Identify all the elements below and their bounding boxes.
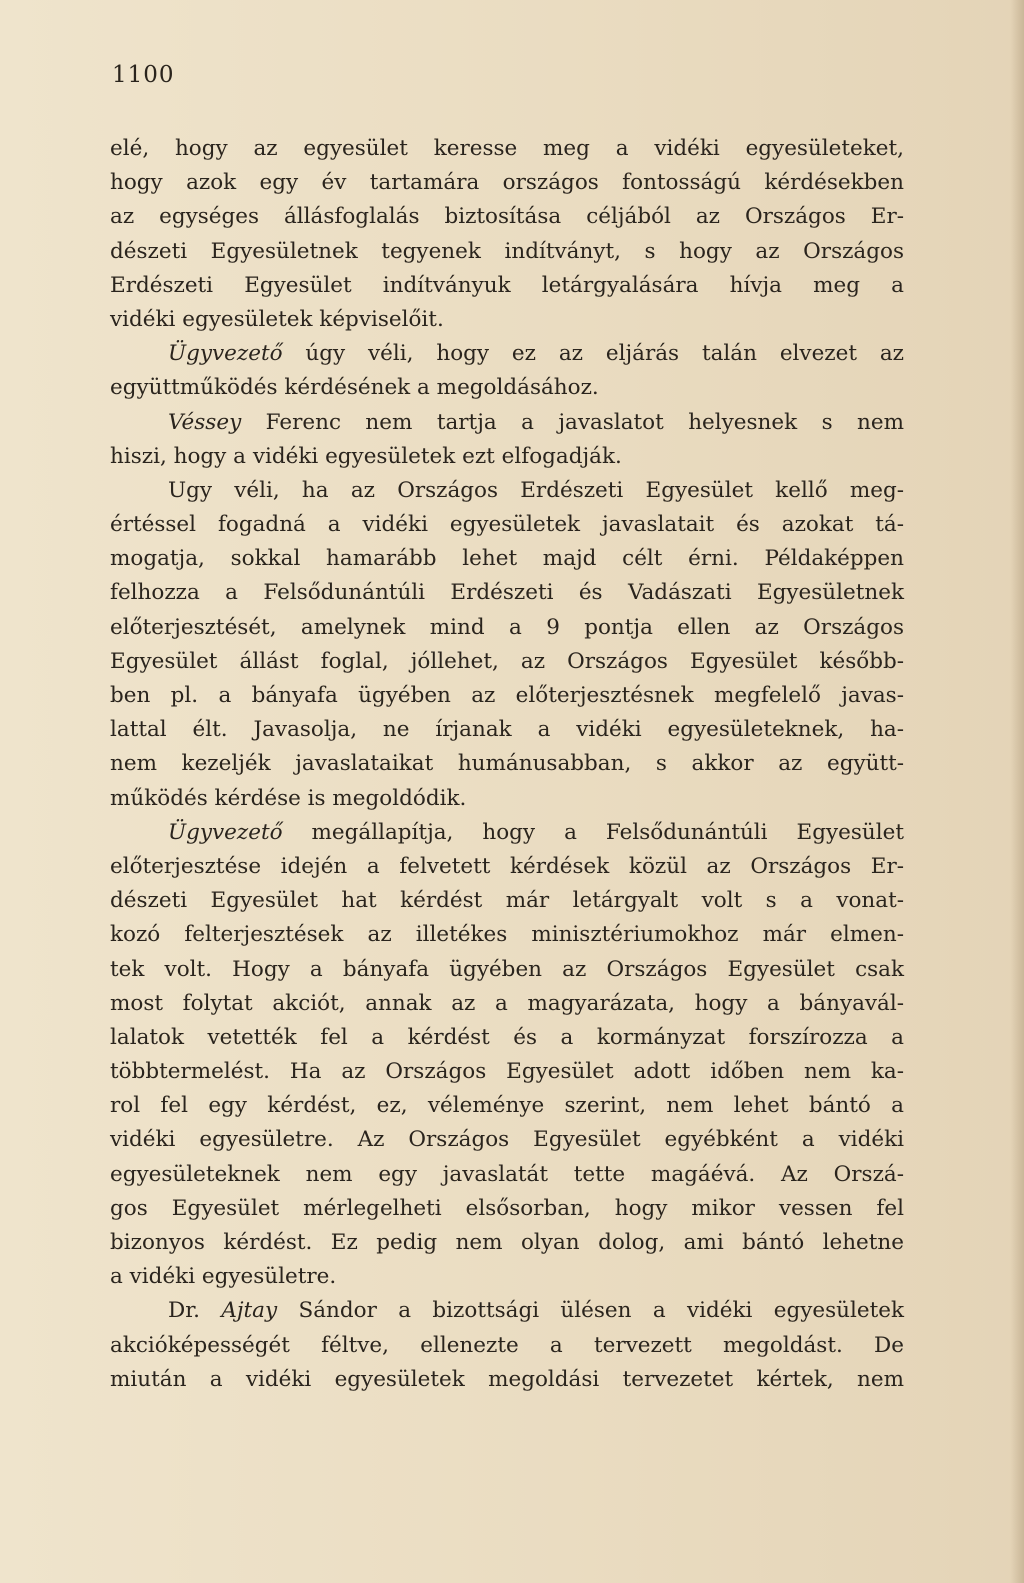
text-line — [110, 440, 904, 474]
line-text: dészeti Egyesületnek tegyenek indítványt, s hogy az Országos — [110, 238, 904, 264]
page-number: 1100 — [112, 62, 175, 88]
line-text: most folytat akciót, annak az a magyarázata, hogy a bányavál- — [110, 990, 904, 1016]
line-text: nem kezeljék javaslataikat humánusabban, s akkor az együtt- — [110, 751, 904, 777]
text-line — [110, 132, 904, 166]
text-line — [110, 269, 904, 303]
text-line — [110, 542, 904, 576]
text-line — [110, 782, 904, 816]
line-text: megállapítja, hogy a Felsődunántúli Egyesület — [282, 819, 904, 845]
italic-name: Véssey — [168, 409, 242, 435]
text-line — [110, 1260, 904, 1294]
line-text: előterjesztését, amelynek mind a 9 pontja ellen az Országos — [110, 614, 904, 640]
text-line — [110, 1055, 904, 1089]
line-text: Sándor a bizottsági ülésen a vidéki egyesületek — [277, 1298, 904, 1324]
line-text: egyesületeknek nem egy javaslatát tette magáévá. Az Orszá- — [110, 1161, 904, 1187]
line-text: előterjesztése idején a felvetett kérdések közül az Országos Er- — [110, 853, 904, 879]
text-line — [110, 1021, 904, 1055]
text-line — [110, 1192, 904, 1226]
line-text: vidéki egyesületek képviselőit. — [110, 306, 444, 332]
text-line — [110, 303, 904, 337]
text-line — [110, 1329, 904, 1363]
body-text — [110, 132, 904, 1397]
text-line — [110, 987, 904, 1021]
text-line — [110, 200, 904, 234]
line-text: Erdészeti Egyesület indítványuk letárgyalására hívja meg a — [110, 272, 904, 298]
line-text: bizonyos kérdést. Ez pedig nem olyan dolog, ami bántó lehetne — [110, 1230, 904, 1255]
text-line — [110, 337, 904, 371]
line-text: rol fel egy kérdést, ez, véleménye szerint, nem lehet bántó a — [110, 1093, 904, 1119]
text-line — [110, 645, 904, 679]
line-text: hogy azok egy év tartamára országos fontosságú kérdésekben — [110, 170, 904, 196]
italic-name: Ügyvezető — [168, 819, 283, 845]
line-text: miután a vidéki egyesületek megoldási tervezetet kértek, nem — [110, 1366, 904, 1392]
line-text: mogatja, sokkal hamarább lehet majd célt érni. Példaképpen — [110, 546, 904, 572]
text-line — [110, 918, 904, 952]
italic-name: Ügyvezető — [168, 341, 283, 367]
line-text: többtermelést. Ha az Országos Egyesület adott időben nem ka- — [110, 1059, 904, 1085]
text-line — [110, 576, 904, 610]
italic-name: Ajtay — [221, 1298, 278, 1324]
line-text: vidéki egyesületre. Az Országos Egyesület egyébként a vidéki — [110, 1127, 904, 1153]
line-text: együttműködés kérdésének a megoldásához. — [110, 375, 599, 401]
line-text: tek volt. Hogy a bányafa ügyében az Országos Egyesület csak — [110, 956, 904, 982]
text-line — [110, 235, 904, 269]
text-line — [110, 1158, 904, 1192]
text-line — [110, 747, 904, 781]
text-line — [110, 1294, 904, 1328]
line-text: értéssel fogadná a vidéki egyesületek javaslatait és azokat tá- — [110, 512, 904, 538]
line-text: Egyesület állást foglal, jóllehet, az Országos Egyesület később- — [110, 648, 904, 674]
line-text: ben pl. a bányafa ügyében az előterjesztésnek megfelelő javas- — [110, 683, 904, 708]
page-edge-shadow — [1010, 0, 1024, 1583]
line-text: Ugy véli, ha az Országos Erdészeti Egyesület kellő meg- — [168, 477, 904, 503]
line-text: úgy véli, hogy ez az eljárás talán elvezet az — [282, 341, 904, 367]
text-line — [110, 884, 904, 918]
line-text: működés kérdése is megoldódik. — [110, 785, 467, 811]
text-line — [110, 679, 904, 713]
line-text: akcióképességét féltve, ellenezte a tervezett megoldást. De — [110, 1332, 904, 1358]
text-line — [110, 371, 904, 405]
line-text: kozó felterjesztések az illetékes minisztériumokhoz már elmen- — [110, 922, 904, 948]
line-text: elé, hogy az egyesület keresse meg a vidéki egyesületeket, — [110, 136, 904, 161]
text-line — [110, 713, 904, 747]
line-text: Dr. — [168, 1298, 222, 1324]
line-text: dészeti Egyesület hat kérdést már letárgyalt volt s a vonat- — [110, 888, 904, 914]
text-line — [110, 1089, 904, 1123]
line-text: lattal élt. Javasolja, ne írjanak a vidéki egyesületeknek, ha- — [110, 717, 904, 743]
text-line — [110, 406, 904, 440]
line-text: gos Egyesület mérlegelheti elsősorban, hogy mikor vessen fel — [110, 1195, 904, 1221]
text-line — [110, 816, 904, 850]
text-line — [110, 1123, 904, 1157]
text-line — [110, 508, 904, 542]
text-line — [110, 611, 904, 645]
text-line — [110, 953, 904, 987]
line-text: felhozza a Felsődunántúli Erdészeti és Vadászati Egyesületnek — [110, 580, 904, 606]
text-line — [110, 474, 904, 508]
line-text: a vidéki egyesületre. — [110, 1264, 337, 1290]
text-line — [110, 166, 904, 200]
text-line — [110, 1363, 904, 1397]
line-text: az egységes állásfoglalás biztosítása céljából az Országos Er- — [110, 204, 904, 230]
text-line — [110, 1226, 904, 1260]
text-line — [110, 850, 904, 884]
line-text: hiszi, hogy a vidéki egyesületek ezt elfogadják. — [110, 443, 622, 469]
line-text: lalatok vetették fel a kérdést és a kormányzat forszírozza a — [110, 1024, 904, 1050]
line-text: Ferenc nem tartja a javaslatot helyesnek s nem — [241, 409, 904, 435]
